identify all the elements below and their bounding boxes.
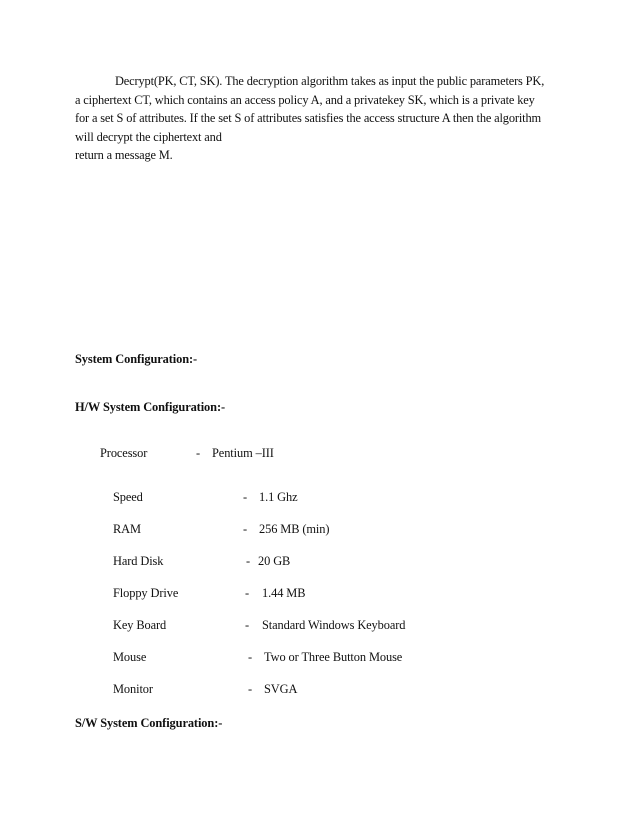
paragraph-line: return a message M. <box>75 148 173 163</box>
hardware-row-keyboard <box>0 618 638 634</box>
hardware-label: Floppy Drive <box>113 586 179 600</box>
paragraph-line: for a set S of attributes. If the set S of attributes satisfies the access structure A then the algorithm <box>75 111 541 126</box>
hardware-row-monitor <box>0 682 638 698</box>
paragraph-line: a ciphertext CT, which contains an access policy A, and a privatekey SK, which is a private key <box>75 92 535 107</box>
hardware-dash: - <box>245 586 250 600</box>
hardware-label: Key Board <box>113 618 167 632</box>
hardware-dash: - <box>245 618 250 632</box>
hardware-dash: - <box>246 554 251 568</box>
hardware-value: Two or Three Button Mouse <box>264 650 403 664</box>
hardware-value: 1.1 Ghz <box>259 490 298 504</box>
hardware-dash: - <box>248 682 253 696</box>
hardware-dash: - <box>196 446 201 460</box>
hardware-value: 20 GB <box>258 554 291 568</box>
hardware-value: 1.44 MB <box>262 586 306 600</box>
hardware-dash: - <box>248 650 253 664</box>
hardware-row-processor <box>0 446 638 462</box>
hardware-value: Standard Windows Keyboard <box>262 618 406 632</box>
paragraph-line: Decrypt(PK, CT, SK). The decryption algorithm takes as input the public parameters PK, <box>115 74 545 88</box>
hardware-row-speed <box>0 490 638 506</box>
decrypt-paragraph <box>75 72 575 165</box>
sw-configuration-heading: S/W System Configuration:- <box>75 716 223 730</box>
hardware-label: Speed <box>113 490 143 504</box>
hardware-label: Processor <box>100 446 148 460</box>
hardware-row-mouse <box>0 650 638 666</box>
hardware-label: Hard Disk <box>113 554 164 568</box>
hardware-value: SVGA <box>264 682 298 696</box>
hardware-row-hard-disk <box>0 554 638 570</box>
hardware-row-ram <box>0 522 638 538</box>
hardware-row-floppy-drive <box>0 586 638 602</box>
hardware-label: Mouse <box>113 650 147 664</box>
hardware-value: 256 MB (min) <box>259 522 330 536</box>
hardware-dash: - <box>243 490 248 504</box>
hardware-label: Monitor <box>113 682 153 696</box>
system-configuration-heading: System Configuration:- <box>75 352 198 366</box>
hardware-value: Pentium –III <box>212 446 274 460</box>
paragraph-line: will decrypt the ciphertext and <box>75 129 222 144</box>
hardware-label: RAM <box>113 522 141 536</box>
hardware-dash: - <box>243 522 248 536</box>
hw-configuration-heading: H/W System Configuration:- <box>75 400 225 414</box>
